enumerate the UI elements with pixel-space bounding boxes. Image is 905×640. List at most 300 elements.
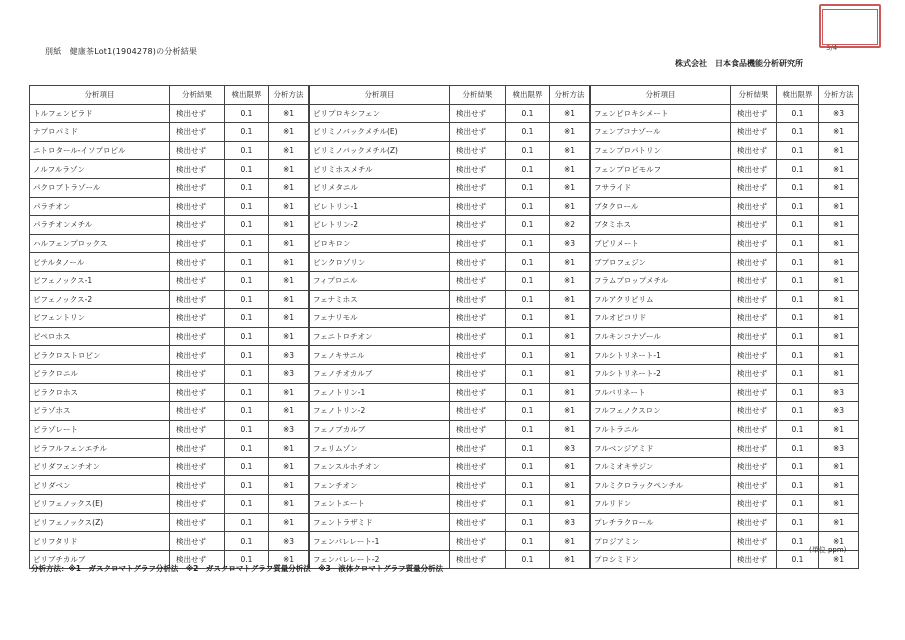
analysis-method: ※1	[269, 495, 309, 514]
analysis-method: ※1	[269, 290, 309, 309]
detection-limit: 0.1	[225, 476, 269, 495]
analysis-result: 検出せず	[170, 160, 225, 179]
analysis-result: 検出せず	[731, 550, 777, 569]
table-row	[30, 364, 859, 383]
analysis-method: ※1	[819, 364, 859, 383]
analyte-name: フェンブコナゾール	[591, 123, 731, 142]
analysis-result: 検出せず	[170, 178, 225, 197]
analysis-result: 検出せず	[450, 123, 506, 142]
detection-limit: 0.1	[225, 383, 269, 402]
analysis-method: ※3	[819, 104, 859, 123]
header-method-1: 分析方法	[269, 86, 309, 105]
analysis-result: 検出せず	[731, 234, 777, 253]
analysis-result: 検出せず	[170, 216, 225, 235]
detection-limit: 0.1	[777, 439, 819, 458]
analysis-result: 検出せず	[450, 271, 506, 290]
table-row	[30, 383, 859, 402]
analysis-result: 検出せず	[170, 402, 225, 421]
analysis-method: ※1	[269, 457, 309, 476]
analysis-result: 検出せず	[450, 178, 506, 197]
analysis-method: ※3	[819, 402, 859, 421]
analysis-method: ※1	[550, 178, 590, 197]
analysis-method: ※1	[819, 309, 859, 328]
analysis-method: ※1	[550, 364, 590, 383]
analysis-method: ※1	[269, 253, 309, 272]
detection-limit: 0.1	[506, 513, 550, 532]
analyte-name: ブプロフェジン	[591, 253, 731, 272]
table-row	[30, 476, 859, 495]
analyte-name: ピラクロストロビン	[30, 346, 170, 365]
table-row	[30, 160, 859, 179]
analysis-method: ※3	[269, 364, 309, 383]
analysis-result: 検出せず	[450, 439, 506, 458]
analysis-result: 検出せず	[170, 271, 225, 290]
analysis-method: ※1	[269, 197, 309, 216]
analyte-name: フルリドン	[591, 495, 731, 514]
analysis-result: 検出せず	[450, 550, 506, 569]
analysis-result: 検出せず	[450, 476, 506, 495]
detection-limit: 0.1	[506, 327, 550, 346]
detection-limit: 0.1	[777, 457, 819, 476]
analysis-method: ※3	[550, 234, 590, 253]
results-table	[29, 85, 859, 569]
seal-stamp-inner	[822, 9, 878, 45]
analysis-result: 検出せず	[731, 104, 777, 123]
detection-limit: 0.1	[225, 550, 269, 569]
analysis-method: ※1	[550, 402, 590, 421]
detection-limit: 0.1	[225, 178, 269, 197]
analysis-method: ※1	[819, 532, 859, 551]
analysis-method: ※1	[550, 346, 590, 365]
analysis-method: ※1	[550, 123, 590, 142]
analysis-result: 検出せず	[450, 383, 506, 402]
detection-limit: 0.1	[225, 123, 269, 142]
table-row	[30, 439, 859, 458]
analyte-name: ピレトリン-2	[310, 216, 450, 235]
analyte-name: フルアクリピリム	[591, 290, 731, 309]
analysis-result: 検出せず	[450, 104, 506, 123]
header-result-1: 分析結果	[170, 86, 225, 105]
analysis-method: ※3	[550, 439, 590, 458]
analysis-result: 検出せず	[450, 532, 506, 551]
analysis-method: ※1	[269, 160, 309, 179]
detection-limit: 0.1	[506, 160, 550, 179]
analysis-result: 検出せず	[450, 457, 506, 476]
analysis-method: ※3	[269, 532, 309, 551]
detection-limit: 0.1	[777, 346, 819, 365]
analysis-method: ※1	[819, 420, 859, 439]
analysis-method: ※1	[269, 104, 309, 123]
analysis-method: ※1	[550, 271, 590, 290]
analysis-result: 検出せず	[170, 234, 225, 253]
header-method-2: 分析方法	[550, 86, 590, 105]
table-row	[30, 253, 859, 272]
analyte-name: ビフェノックス-2	[30, 290, 170, 309]
header-limit-1: 検出限界	[225, 86, 269, 105]
analyte-name: フェナミホス	[310, 290, 450, 309]
detection-limit: 0.1	[506, 532, 550, 551]
detection-limit: 0.1	[777, 383, 819, 402]
analyte-name: トルフェンピラド	[30, 104, 170, 123]
analysis-method: ※1	[550, 104, 590, 123]
detection-limit: 0.1	[777, 290, 819, 309]
analysis-result: 検出せず	[170, 253, 225, 272]
analysis-method: ※1	[550, 327, 590, 346]
analysis-result: 検出せず	[170, 141, 225, 160]
analyte-name: ビンクロゾリン	[310, 253, 450, 272]
detection-limit: 0.1	[225, 420, 269, 439]
detection-limit: 0.1	[225, 160, 269, 179]
analysis-result: 検出せず	[450, 346, 506, 365]
detection-limit: 0.1	[777, 532, 819, 551]
results-body	[30, 104, 859, 569]
analysis-result: 検出せず	[731, 327, 777, 346]
detection-limit: 0.1	[225, 141, 269, 160]
analyte-name: ナプロパミド	[30, 123, 170, 142]
unit-note: (単位 ppm)	[809, 546, 847, 554]
analyte-name: ピラゾレート	[30, 420, 170, 439]
analyte-name: フェンピロキシメート	[591, 104, 731, 123]
detection-limit: 0.1	[506, 402, 550, 421]
analysis-method: ※1	[550, 309, 590, 328]
analysis-result: 検出せず	[450, 234, 506, 253]
header-method-3: 分析方法	[819, 86, 859, 105]
analyte-name: フルミオキサジン	[591, 457, 731, 476]
analysis-result: 検出せず	[170, 327, 225, 346]
analyte-name: フェンプロピモルフ	[591, 160, 731, 179]
table-row	[30, 271, 859, 290]
detection-limit: 0.1	[777, 327, 819, 346]
analyte-name: プロジアミン	[591, 532, 731, 551]
detection-limit: 0.1	[777, 104, 819, 123]
analysis-result: 検出せず	[170, 457, 225, 476]
table-row	[30, 513, 859, 532]
analyte-name: フルバリネート	[591, 383, 731, 402]
detection-limit: 0.1	[506, 123, 550, 142]
detection-limit: 0.1	[506, 457, 550, 476]
analysis-method: ※1	[269, 383, 309, 402]
analysis-result: 検出せず	[450, 327, 506, 346]
detection-limit: 0.1	[506, 104, 550, 123]
header-item-1: 分析項目	[30, 86, 170, 105]
analysis-result: 検出せず	[170, 513, 225, 532]
analyte-name: フェンスルホチオン	[310, 457, 450, 476]
detection-limit: 0.1	[225, 513, 269, 532]
detection-limit: 0.1	[777, 420, 819, 439]
analysis-result: 検出せず	[731, 457, 777, 476]
analysis-method: ※1	[269, 439, 309, 458]
analyte-name: ビフェントリン	[30, 309, 170, 328]
analysis-result: 検出せず	[450, 364, 506, 383]
header-item-3: 分析項目	[591, 86, 731, 105]
analysis-result: 検出せず	[450, 309, 506, 328]
analysis-method: ※1	[550, 476, 590, 495]
detection-limit: 0.1	[506, 290, 550, 309]
detection-limit: 0.1	[777, 402, 819, 421]
detection-limit: 0.1	[225, 234, 269, 253]
detection-limit: 0.1	[777, 253, 819, 272]
detection-limit: 0.1	[225, 253, 269, 272]
analyte-name: フルベンジアミド	[591, 439, 731, 458]
detection-limit: 0.1	[506, 141, 550, 160]
analysis-result: 検出せず	[731, 309, 777, 328]
analysis-method: ※1	[819, 495, 859, 514]
analyte-name: ピラゾホス	[30, 402, 170, 421]
analysis-method: ※1	[550, 420, 590, 439]
analyte-name: フェントエート	[310, 495, 450, 514]
analysis-result: 検出せず	[450, 402, 506, 421]
analysis-method: ※1	[819, 141, 859, 160]
analyte-name: フルトラニル	[591, 420, 731, 439]
header-result-3: 分析結果	[731, 86, 777, 105]
analysis-result: 検出せず	[450, 160, 506, 179]
analysis-method: ※1	[819, 253, 859, 272]
detection-limit: 0.1	[225, 495, 269, 514]
analysis-result: 検出せず	[450, 513, 506, 532]
detection-limit: 0.1	[506, 216, 550, 235]
page-number: 3/4	[826, 44, 838, 52]
detection-limit: 0.1	[506, 271, 550, 290]
analyte-name: ピペロホス	[30, 327, 170, 346]
analyte-name: フルミクロラックペンチル	[591, 476, 731, 495]
analyte-name: ピラクロニル	[30, 364, 170, 383]
detection-limit: 0.1	[506, 439, 550, 458]
analysis-result: 検出せず	[731, 253, 777, 272]
analysis-method: ※1	[550, 383, 590, 402]
detection-limit: 0.1	[777, 160, 819, 179]
analysis-result: 検出せず	[450, 216, 506, 235]
company-name: 株式会社 日本食品機能分析研究所	[675, 59, 803, 68]
detection-limit: 0.1	[506, 197, 550, 216]
analysis-method: ※1	[550, 550, 590, 569]
analyte-name: ブピリメート	[591, 234, 731, 253]
analyte-name: フルシトリネート-1	[591, 346, 731, 365]
analyte-name: ピリブチカルブ	[30, 550, 170, 569]
analysis-method: ※3	[819, 439, 859, 458]
analysis-method: ※1	[819, 178, 859, 197]
analysis-result: 検出せず	[731, 402, 777, 421]
analysis-method: ※1	[819, 271, 859, 290]
analysis-result: 検出せず	[731, 141, 777, 160]
document-title: 別紙 健康茶Lot1(1904278)の分析結果	[45, 47, 198, 56]
seal-stamp	[819, 4, 881, 48]
analysis-method: ※1	[819, 550, 859, 569]
table-row	[30, 402, 859, 421]
detection-limit: 0.1	[506, 346, 550, 365]
analyte-name: プレチラクロール	[591, 513, 731, 532]
analysis-result: 検出せず	[170, 123, 225, 142]
detection-limit: 0.1	[506, 364, 550, 383]
analysis-result: 検出せず	[170, 364, 225, 383]
analyte-name: フェノトリン-1	[310, 383, 450, 402]
analysis-method: ※3	[269, 420, 309, 439]
analysis-result: 検出せず	[731, 271, 777, 290]
analysis-method: ※1	[269, 234, 309, 253]
analyte-name: フルオピコリド	[591, 309, 731, 328]
analysis-result: 検出せず	[731, 197, 777, 216]
header-result-2: 分析結果	[450, 86, 506, 105]
table-row	[30, 234, 859, 253]
analysis-result: 検出せず	[450, 253, 506, 272]
analysis-result: 検出せず	[731, 123, 777, 142]
analysis-method: ※1	[269, 123, 309, 142]
analyte-name: フサライド	[591, 178, 731, 197]
analyte-name: ピリミノバックメチル(Z)	[310, 141, 450, 160]
analyte-name: パラチオンメチル	[30, 216, 170, 235]
analysis-result: 検出せず	[731, 439, 777, 458]
table-row	[30, 216, 859, 235]
analysis-method: ※1	[550, 253, 590, 272]
analysis-method: ※1	[819, 513, 859, 532]
detection-limit: 0.1	[506, 383, 550, 402]
analysis-method: ※1	[550, 532, 590, 551]
detection-limit: 0.1	[225, 216, 269, 235]
detection-limit: 0.1	[506, 420, 550, 439]
detection-limit: 0.1	[225, 439, 269, 458]
analysis-method: ※1	[819, 216, 859, 235]
analysis-result: 検出せず	[731, 178, 777, 197]
detection-limit: 0.1	[777, 309, 819, 328]
analysis-result: 検出せず	[731, 160, 777, 179]
detection-limit: 0.1	[777, 550, 819, 569]
table-row	[30, 178, 859, 197]
analysis-method: ※1	[819, 327, 859, 346]
analyte-name: フルキンコナゾール	[591, 327, 731, 346]
detection-limit: 0.1	[225, 402, 269, 421]
table-row	[30, 123, 859, 142]
table-row	[30, 495, 859, 514]
analyte-name: ピロキロン	[310, 234, 450, 253]
analyte-name: ピリミノバックメチル(E)	[310, 123, 450, 142]
analyte-name: ピリメタニル	[310, 178, 450, 197]
table-header-row	[30, 86, 859, 105]
detection-limit: 0.1	[777, 495, 819, 514]
analysis-result: 検出せず	[170, 495, 225, 514]
detection-limit: 0.1	[225, 327, 269, 346]
analyte-name: フェナリモル	[310, 309, 450, 328]
analyte-name: フェノチオカルブ	[310, 364, 450, 383]
analyte-name: ピリミホスメチル	[310, 160, 450, 179]
analysis-method: ※1	[819, 457, 859, 476]
analyte-name: フェンバレレート-1	[310, 532, 450, 551]
analysis-result: 検出せず	[731, 513, 777, 532]
analyte-name: ノルフルラゾン	[30, 160, 170, 179]
detection-limit: 0.1	[506, 476, 550, 495]
analysis-method: ※3	[819, 383, 859, 402]
detection-limit: 0.1	[777, 178, 819, 197]
analysis-method: ※3	[550, 513, 590, 532]
analyte-name: フェノキサニル	[310, 346, 450, 365]
analyte-name: フェンバレレート-2	[310, 550, 450, 569]
analysis-result: 検出せず	[170, 309, 225, 328]
analysis-method: ※1	[269, 327, 309, 346]
analysis-result: 検出せず	[170, 383, 225, 402]
analysis-method: ※1	[819, 234, 859, 253]
analysis-result: 検出せず	[450, 495, 506, 514]
analysis-method: ※1	[819, 346, 859, 365]
analysis-result: 検出せず	[731, 290, 777, 309]
analysis-method: ※1	[269, 271, 309, 290]
table-row	[30, 197, 859, 216]
table-row	[30, 104, 859, 123]
analysis-result: 検出せず	[170, 290, 225, 309]
detection-limit: 0.1	[225, 271, 269, 290]
analysis-result: 検出せず	[170, 550, 225, 569]
table-row	[30, 290, 859, 309]
header-limit-2: 検出限界	[506, 86, 550, 105]
analysis-result: 検出せず	[450, 141, 506, 160]
analysis-method: ※1	[550, 197, 590, 216]
detection-limit: 0.1	[506, 234, 550, 253]
analyte-name: ピリフェノックス(E)	[30, 495, 170, 514]
analyte-name: フェンチオン	[310, 476, 450, 495]
analysis-result: 検出せず	[731, 383, 777, 402]
analysis-method: ※1	[550, 141, 590, 160]
table-row	[30, 141, 859, 160]
analysis-result: 検出せず	[731, 420, 777, 439]
analysis-result: 検出せず	[731, 346, 777, 365]
analysis-result: 検出せず	[731, 364, 777, 383]
analyte-name: ピリダフェンチオン	[30, 457, 170, 476]
analysis-result: 検出せず	[170, 532, 225, 551]
analysis-method: ※1	[819, 290, 859, 309]
analyte-name: フェントラザミド	[310, 513, 450, 532]
detection-limit: 0.1	[777, 141, 819, 160]
analysis-method: ※2	[550, 216, 590, 235]
header-limit-3: 検出限界	[777, 86, 819, 105]
analyte-name: フェニトロチオン	[310, 327, 450, 346]
analysis-method: ※1	[550, 290, 590, 309]
analysis-method: ※1	[269, 178, 309, 197]
analyte-name: フルシトリネート-2	[591, 364, 731, 383]
detection-limit: 0.1	[225, 364, 269, 383]
analysis-method: ※1	[550, 457, 590, 476]
analysis-result: 検出せず	[450, 197, 506, 216]
detection-limit: 0.1	[225, 290, 269, 309]
detection-limit: 0.1	[777, 476, 819, 495]
detection-limit: 0.1	[777, 513, 819, 532]
analyte-name: ブタクロール	[591, 197, 731, 216]
analysis-method: ※1	[550, 160, 590, 179]
analysis-result: 検出せず	[170, 346, 225, 365]
analysis-result: 検出せず	[170, 197, 225, 216]
analyte-name: フェノトリン-2	[310, 402, 450, 421]
table-row	[30, 327, 859, 346]
analyte-name: パクロブトラゾール	[30, 178, 170, 197]
analyte-name: ピラフルフェンエチル	[30, 439, 170, 458]
analyte-name: フェリムゾン	[310, 439, 450, 458]
analyte-name: フィプロニル	[310, 271, 450, 290]
analyte-name: フラムプロップメチル	[591, 271, 731, 290]
detection-limit: 0.1	[777, 123, 819, 142]
header-item-2: 分析項目	[310, 86, 450, 105]
methods-note: 分析方法：※1 ガスクロマトグラフ分析法 ※2 ガスクロマトグラフ質量分析法 ※3 液体クロマトグラフ質量分析法	[31, 564, 444, 573]
analyte-name: パラチオン	[30, 197, 170, 216]
analyte-name: ピラクロホス	[30, 383, 170, 402]
detection-limit: 0.1	[225, 457, 269, 476]
analysis-result: 検出せず	[170, 439, 225, 458]
analysis-result: 検出せず	[450, 420, 506, 439]
analyte-name: プロシミドン	[591, 550, 731, 569]
detection-limit: 0.1	[777, 197, 819, 216]
analysis-method: ※3	[269, 346, 309, 365]
analysis-method: ※1	[819, 197, 859, 216]
detection-limit: 0.1	[506, 309, 550, 328]
detection-limit: 0.1	[777, 271, 819, 290]
analysis-method: ※1	[269, 476, 309, 495]
analysis-method: ※1	[819, 160, 859, 179]
detection-limit: 0.1	[777, 216, 819, 235]
